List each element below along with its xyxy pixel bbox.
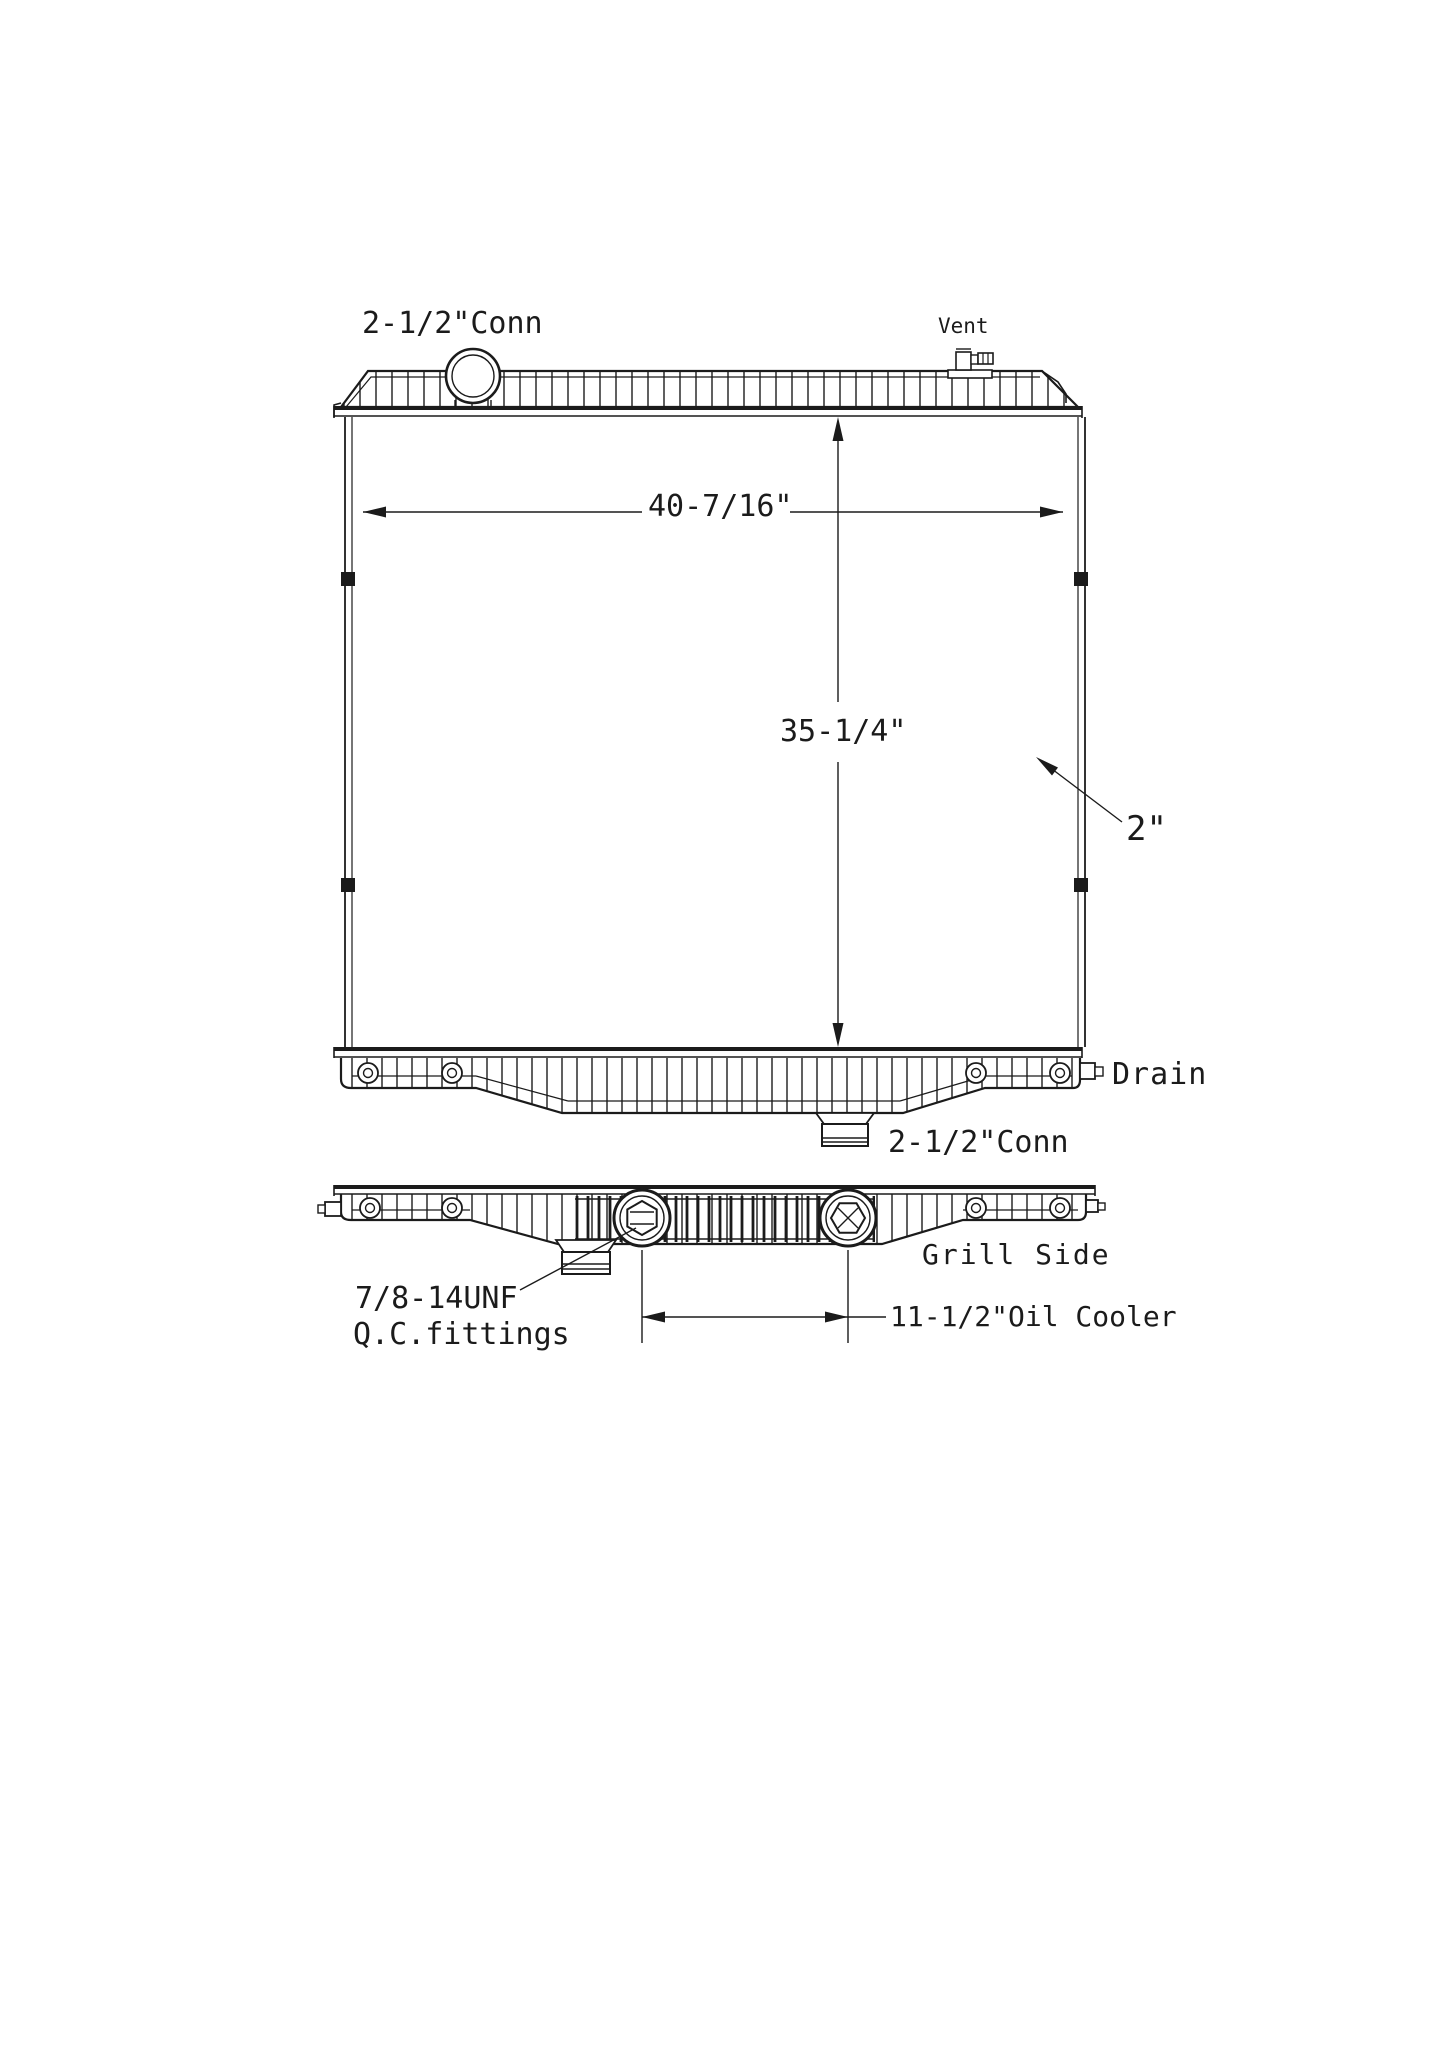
drain-label: Drain — [1112, 1057, 1208, 1092]
top-connector-label: 2-1/2"Conn — [362, 306, 543, 341]
height-dimension-label: 35-1/4" — [780, 714, 907, 749]
core-clip-right-lower — [1074, 878, 1088, 892]
vent-fitting — [948, 349, 993, 378]
qc-fitting-left — [614, 1190, 670, 1246]
qc-fittings-label-line2: Q.C.fittings — [353, 1317, 570, 1352]
top-header-bar — [334, 406, 1082, 418]
bottom-view-outlet-connector — [556, 1240, 616, 1274]
grill-side-label: Grill Side — [922, 1238, 1111, 1271]
radiator-front-view — [334, 349, 1122, 1146]
depth-leader — [1036, 757, 1122, 822]
bottom-outlet-connector — [816, 1113, 874, 1146]
width-dimension-label: 40-7/16" — [648, 489, 793, 524]
core-clip-right-upper — [1074, 572, 1088, 586]
qc-fitting-right — [820, 1190, 876, 1246]
core-clip-left-lower — [341, 878, 355, 892]
depth-dimension-label: 2" — [1126, 809, 1167, 849]
drain-fitting — [1080, 1063, 1103, 1079]
qc-fittings-label-line1: 7/8-14UNF — [355, 1281, 518, 1316]
oil-cooler-dimension-label: 11-1/2"Oil Cooler — [890, 1300, 1177, 1333]
vent-label: Vent — [938, 314, 989, 338]
oil-cooler-dimension — [642, 1250, 886, 1343]
bottom-view-left-stub — [318, 1202, 341, 1216]
bottom-view-right-stub — [1086, 1200, 1105, 1212]
core-clip-left-upper — [341, 572, 355, 586]
bottom-connector-label: 2-1/2"Conn — [888, 1125, 1069, 1160]
